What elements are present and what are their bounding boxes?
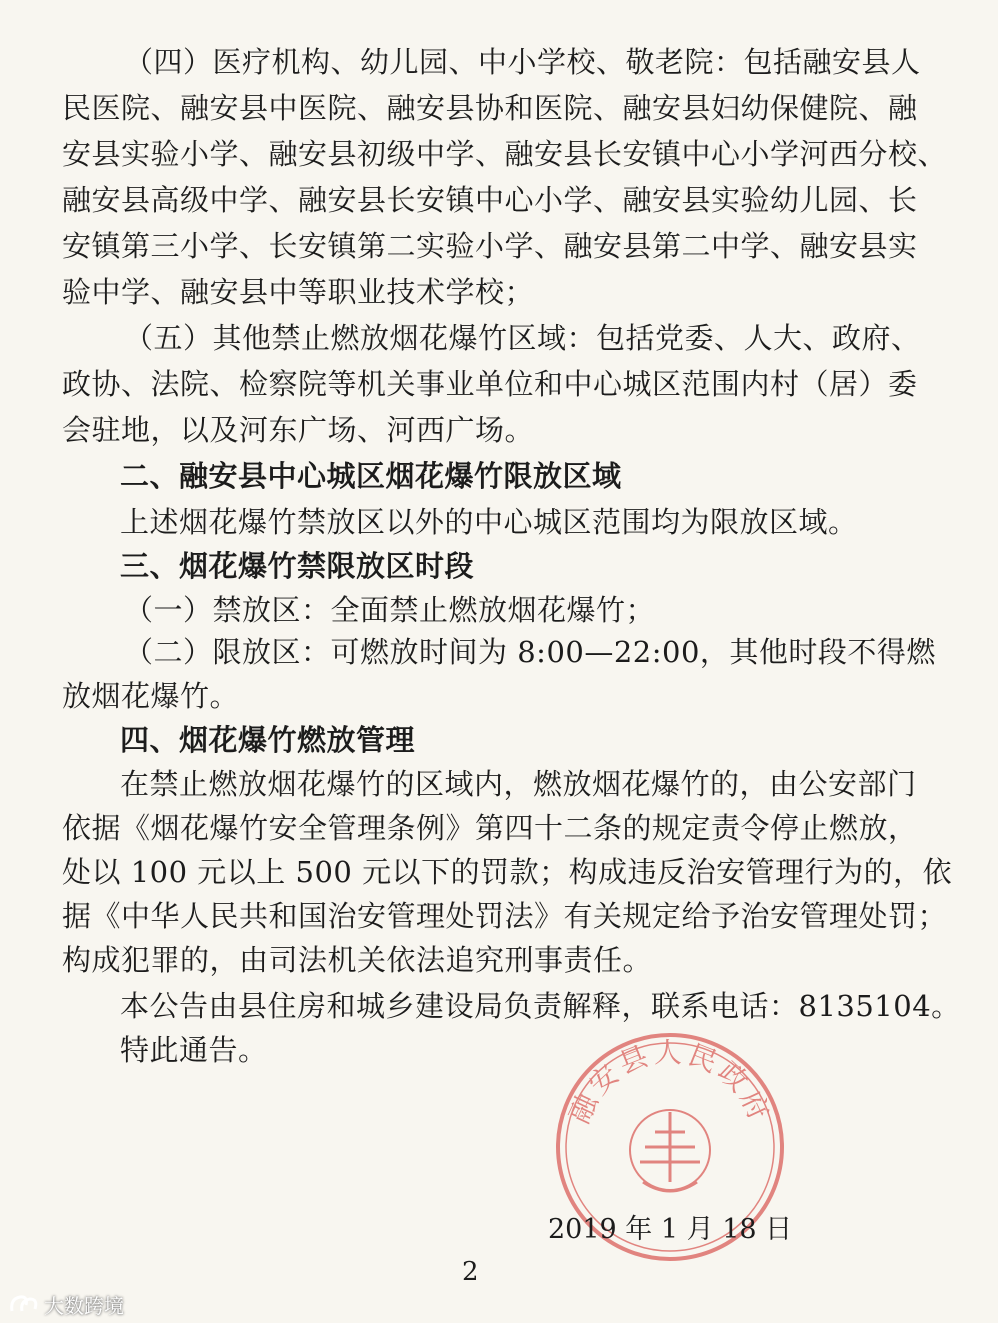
seal-text: 融安县人民政府 (562, 1036, 778, 1129)
watermark-logo-icon (8, 1291, 38, 1317)
body-line: 本公告由县住房和城乡建设局负责解释，联系电话：8135104。 (120, 989, 961, 1023)
body-line: 处以 100 元以上 500 元以下的罚款；构成违反治安管理行为的，依 (62, 855, 953, 889)
body-line: 特此通告。 (120, 1033, 268, 1067)
document-date: 2019 年 1 月 18 日 (548, 1214, 793, 1245)
body-line: 民医院、融安县中医院、融安县协和医院、融安县妇幼保健院、融 (62, 91, 918, 125)
body-line: 会驻地，以及河东广场、河西广场。 (62, 413, 535, 447)
body-line: 在禁止燃放烟花爆竹的区域内，燃放烟花爆竹的，由公安部门 (120, 767, 917, 801)
body-line: （四）医疗机构、幼儿园、中小学校、敬老院：包括融安县人 (124, 45, 921, 79)
page-number: 2 (462, 1257, 479, 1287)
body-line: 上述烟花爆竹禁放区以外的中心城区范围均为限放区域。 (120, 505, 858, 539)
body-line: 依据《烟花爆竹安全管理条例》第四十二条的规定责令停止燃放， (62, 811, 918, 845)
body-line: （二）限放区：可燃放时间为 8:00—22:00，其他时段不得燃 (124, 635, 936, 669)
section-heading: 二、融安县中心城区烟花爆竹限放区域 (120, 459, 622, 493)
section-heading: 三、烟花爆竹禁限放区时段 (120, 549, 475, 583)
body-line: 安县实验小学、融安县初级中学、融安县长安镇中心小学河西分校、 (62, 137, 948, 171)
body-line: 政协、法院、检察院等机关事业单位和中心城区范围内村（居）委 (62, 367, 918, 401)
watermark (8, 1290, 124, 1318)
body-line: 融安县高级中学、融安县长安镇中心小学、融安县实验幼儿园、长 (62, 183, 918, 217)
body-line: （一）禁放区：全面禁止燃放烟花爆竹； (124, 593, 656, 627)
body-line: 构成犯罪的，由司法机关依法追究刑事责任。 (62, 943, 653, 977)
body-line: 安镇第三小学、长安镇第二实验小学、融安县第二中学、融安县实 (62, 229, 918, 263)
body-line: （五）其他禁止燃放烟花爆竹区域：包括党委、人大、政府、 (124, 321, 921, 355)
body-line: 放烟花爆竹。 (62, 679, 240, 713)
body-line: 据《中华人民共和国治安管理处罚法》有关规定给予治安管理处罚； (62, 899, 948, 933)
watermark-text: 大数跨境 (44, 1293, 124, 1318)
body-line: 验中学、融安县中等职业技术学校； (62, 275, 535, 309)
section-heading: 四、烟花爆竹燃放管理 (120, 723, 416, 757)
